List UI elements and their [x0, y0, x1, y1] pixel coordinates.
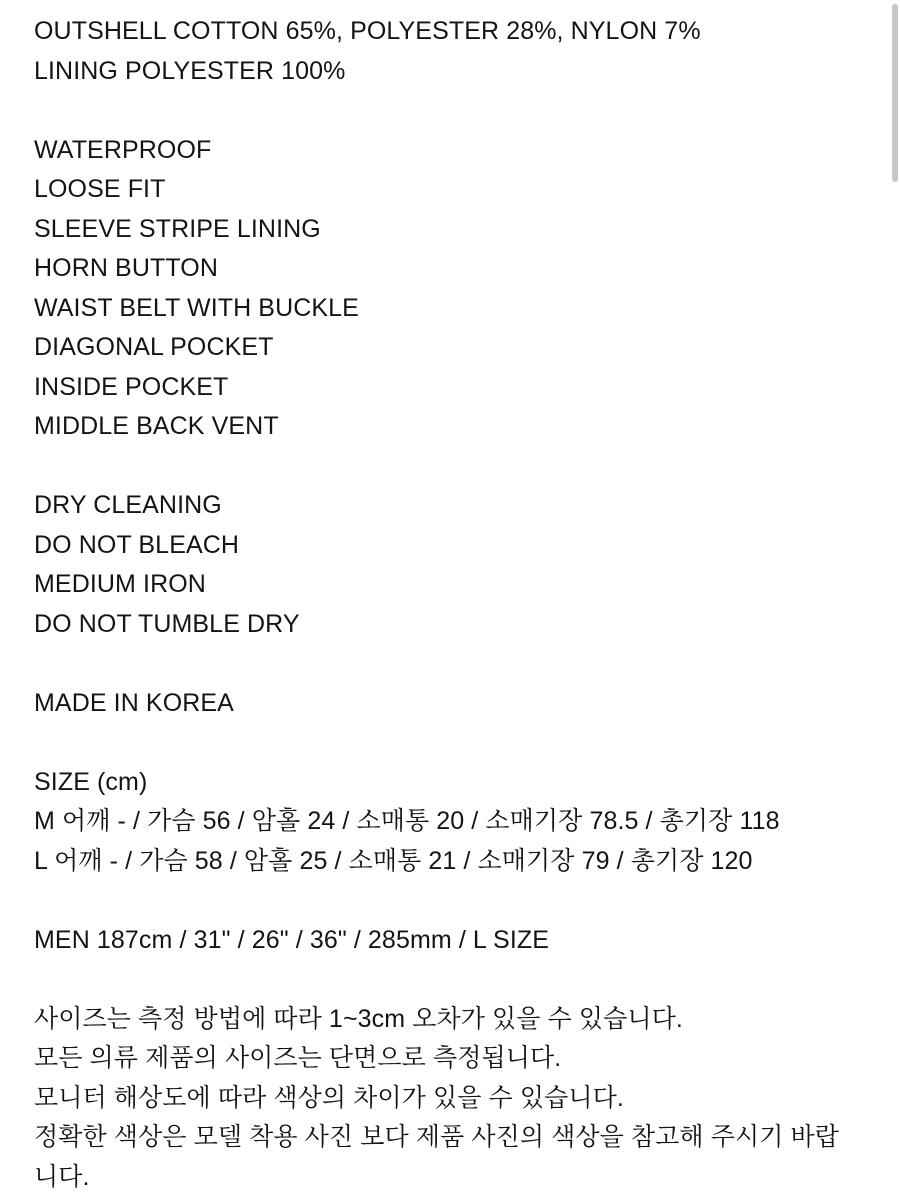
care-line: DRY CLEANING — [34, 491, 222, 519]
material-line: OUTSHELL COTTON 65%, POLYESTER 28%, NYLON 7% — [34, 17, 701, 45]
feature-line: MIDDLE BACK VENT — [34, 412, 279, 440]
size-heading: SIZE (cm) — [34, 767, 148, 796]
size-block — [34, 763, 860, 882]
care-line: DO NOT TUMBLE DRY — [34, 609, 300, 638]
features-block — [34, 131, 860, 447]
origin-line: MADE IN KOREA — [34, 688, 234, 717]
material-line: LINING POLYESTER 100% — [34, 56, 346, 85]
feature-line: WATERPROOF — [34, 135, 212, 164]
spacer — [34, 723, 860, 763]
spacer — [34, 960, 860, 1000]
scrollbar-thumb[interactable] — [892, 4, 898, 182]
notice-line: 사이즈는 측정 방법에 따라 1~3cm 오차가 있을 수 있습니다. — [34, 1004, 683, 1033]
spacer — [34, 644, 860, 684]
notice-line: 정확한 색상은 모델 착용 사진 보다 제품 사진의 색상을 참고해 주시기 바랍 — [34, 1123, 840, 1151]
spacer — [34, 91, 860, 131]
feature-line: HORN BUTTON — [34, 254, 218, 282]
notice-line: 니다. — [34, 1162, 90, 1191]
care-instructions-block — [34, 486, 860, 644]
model-info-block — [34, 921, 860, 961]
spacer — [34, 447, 860, 487]
feature-line: DIAGONAL POCKET — [34, 333, 274, 361]
notice-line: 모든 의류 제품의 사이즈는 단면으로 측정됩니다. — [34, 1044, 562, 1072]
materials-block — [34, 12, 860, 91]
scrollbar[interactable] — [890, 0, 900, 1200]
spacer — [34, 881, 860, 921]
origin-block — [34, 684, 860, 724]
care-line: MEDIUM IRON — [34, 570, 206, 598]
feature-line: WAIST BELT WITH BUCKLE — [34, 293, 359, 322]
feature-line: LOOSE FIT — [34, 175, 166, 203]
size-line-l: L 어깨 - / 가슴 58 / 암홀 25 / 소매통 21 / 소매기장 79 / 총기장 120 — [34, 846, 753, 875]
care-line: DO NOT BLEACH — [34, 530, 240, 559]
model-info-line: MEN 187cm / 31" / 26" / 36" / 285mm / L SIZE — [34, 925, 550, 954]
feature-line: SLEEVE STRIPE LINING — [34, 214, 321, 243]
notice-line: 모니터 해상도에 따라 색상의 차이가 있을 수 있습니다. — [34, 1083, 624, 1112]
feature-line: INSIDE POCKET — [34, 372, 229, 401]
notice-block — [34, 1000, 860, 1198]
size-line-m: M 어깨 - / 가슴 56 / 암홀 24 / 소매통 20 / 소매기장 78.5 / 총기장 118 — [34, 807, 780, 835]
